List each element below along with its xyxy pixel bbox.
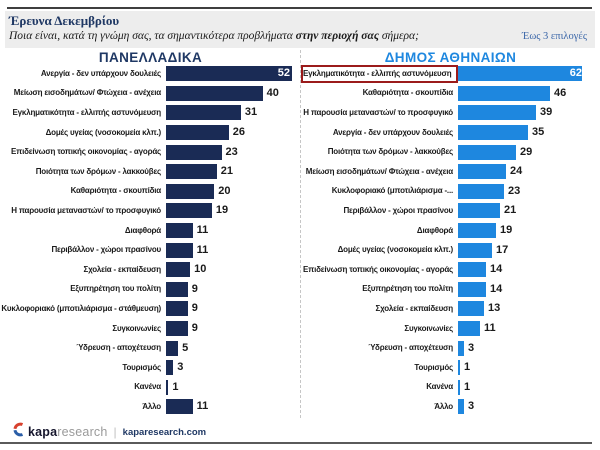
bar-track	[166, 125, 294, 140]
chart-row	[0, 221, 301, 241]
bar-track	[166, 380, 294, 395]
category-label: Ύδρευση - αποχέτευση	[368, 343, 453, 353]
category-label: Μείωση εισοδημάτων/ Φτώχεια - ανέχεια	[13, 88, 161, 98]
chart-row	[301, 103, 600, 123]
bar	[166, 360, 173, 375]
bar-track	[458, 184, 586, 199]
category-label: Μείωση εισοδημάτων/ Φτώχεια - ανέχεια	[305, 166, 453, 176]
chart-row	[301, 64, 600, 84]
category-label: Η παρουσία μεταναστών/ το προσφυγικό	[303, 107, 453, 117]
category-label: Ποιότητα των δρόμων - λακκούβες	[35, 166, 161, 176]
value-label: 9	[191, 282, 198, 295]
chart-row	[0, 397, 301, 417]
bar	[458, 145, 516, 160]
value-label: 14	[490, 282, 503, 295]
bar-track	[166, 360, 294, 375]
category-label: Εγκληματικότητα - ελλιπής αστυνόμευση	[12, 107, 161, 117]
value-label: 29	[520, 145, 533, 158]
value-label: 13	[488, 302, 501, 315]
footer-brand	[13, 423, 206, 441]
choices-note: Έως 3 επιλογές	[522, 31, 587, 42]
value-label: 1	[172, 380, 179, 393]
value-label: 11	[196, 400, 209, 413]
category-label: Ύδρευση - αποχέτευση	[76, 343, 161, 353]
chart-row	[301, 280, 600, 300]
bar	[166, 380, 168, 395]
category-label: Κανένα	[134, 382, 161, 392]
value-label: 26	[232, 126, 246, 139]
bar	[166, 321, 188, 336]
category-label: Τουρισμός	[122, 362, 161, 372]
bar-track	[166, 164, 294, 179]
bar-track	[458, 86, 586, 101]
category-label: Καθαριότητα - σκουπίδια	[70, 186, 161, 196]
category-label: Σχολεία - εκπαίδευση	[83, 264, 161, 274]
value-label: 39	[540, 106, 553, 119]
chart-row	[301, 358, 600, 378]
category-label: Συγκοινωνίες	[112, 323, 161, 333]
bar	[166, 125, 229, 140]
bar	[458, 243, 492, 258]
bar	[166, 203, 212, 218]
value-label: 46	[554, 86, 567, 99]
bar-track	[458, 125, 586, 140]
bar	[166, 399, 193, 414]
value-label: 52	[277, 67, 290, 80]
category-label: Ποιότητα των δρόμων - λακκούβες	[327, 147, 453, 157]
bar-track	[458, 399, 586, 414]
bar-track	[166, 184, 294, 199]
brand-separator: |	[113, 425, 117, 439]
value-label: 19	[215, 204, 229, 217]
category-label: Δομές υγείας (νοσοκομεία κλπ.)	[337, 245, 453, 255]
bar-track	[458, 164, 586, 179]
value-label: 17	[496, 243, 509, 256]
chart-row	[0, 162, 301, 182]
chart-row	[0, 338, 301, 358]
bottom-divider-line	[0, 442, 592, 444]
chart-row	[301, 201, 600, 221]
chart-row	[0, 299, 301, 319]
bar	[458, 66, 582, 81]
bar	[166, 184, 214, 199]
value-label: 20	[218, 184, 231, 197]
value-label: 11	[196, 243, 209, 256]
value-label: 3	[468, 341, 475, 354]
bar	[166, 86, 263, 101]
bar-track	[458, 223, 586, 238]
chart-row	[301, 299, 600, 319]
bar	[166, 223, 193, 238]
bar	[458, 203, 500, 218]
category-label: Περιβάλλον - χώροι πρασίνου	[343, 205, 453, 215]
category-label: Άλλο	[142, 401, 161, 411]
category-label: Δομές υγείας (νοσοκομεία κλπ.)	[45, 127, 161, 137]
category-label: Ανεργία - δεν υπάρχουν δουλειές	[40, 68, 161, 78]
bar	[166, 262, 190, 277]
chart-row	[0, 142, 301, 162]
chart-row	[0, 358, 301, 378]
bar	[166, 145, 222, 160]
category-label: Άλλο	[434, 401, 453, 411]
bar	[166, 301, 188, 316]
chart-row	[301, 182, 600, 202]
panhellenic-bar-chart	[0, 64, 301, 417]
brand-name-light: research	[57, 425, 108, 439]
value-label: 23	[225, 145, 238, 158]
bar-track	[166, 145, 294, 160]
bar-track	[458, 380, 586, 395]
category-label: Σχολεία - εκπαίδευση	[375, 303, 453, 313]
bar	[458, 125, 528, 140]
chart-row	[0, 103, 301, 123]
charts-area	[0, 64, 600, 417]
category-label-highlighted: Εγκληματικότητα - ελλιπής αστυνόμευση	[301, 65, 458, 83]
value-label: 35	[532, 126, 545, 139]
bar	[458, 105, 536, 120]
bar-track	[166, 243, 294, 258]
chart-row	[301, 319, 600, 339]
bar-track	[166, 321, 294, 336]
category-label: Κανένα	[426, 382, 453, 392]
category-label: Επιδείνωση τοπικής οικονομίας - αγοράς	[303, 264, 453, 274]
right-chart-title: ΔΗΜΟΣ ΑΘΗΝΑΙΩΝ	[384, 50, 517, 65]
survey-question	[9, 29, 419, 44]
chart-row	[301, 221, 600, 241]
bar-track	[166, 105, 294, 120]
category-label: Περιβάλλον - χώροι πρασίνου	[51, 245, 161, 255]
category-label: Εξυπηρέτηση του πολίτη	[362, 284, 453, 294]
chart-row	[301, 123, 600, 143]
chart-row	[301, 142, 600, 162]
category-label: Εξυπηρέτηση του πολίτη	[70, 284, 161, 294]
bar	[458, 282, 486, 297]
category-label: Διαφθορά	[124, 225, 161, 235]
chart-row	[0, 182, 301, 202]
bar-track	[458, 66, 586, 81]
bar-track	[166, 203, 294, 218]
chart-row	[0, 64, 301, 84]
bar-track	[458, 243, 586, 258]
value-label: 21	[220, 165, 233, 178]
bar	[166, 164, 217, 179]
bar-track	[458, 321, 586, 336]
category-label: Ανεργία - δεν υπάρχουν δουλειές	[332, 127, 453, 137]
chart-row	[0, 280, 301, 300]
bar	[458, 360, 460, 375]
category-label: Τουρισμός	[414, 362, 453, 372]
question-bold: στην περιοχή σας	[295, 30, 379, 42]
bar	[166, 66, 292, 81]
chart-row	[0, 319, 301, 339]
value-label: 21	[504, 204, 517, 217]
chart-row	[0, 240, 301, 260]
athens-bar-chart	[301, 64, 600, 417]
category-label: Καθαριότητα - σκουπίδια	[362, 88, 453, 98]
bar	[458, 184, 504, 199]
bar	[166, 341, 178, 356]
bar	[458, 341, 464, 356]
bar	[458, 164, 506, 179]
category-label: Κυκλοφοριακό (μποτιλιάρισμα -...	[331, 186, 453, 196]
category-label: Επιδείνωση τοπικής οικονομίας - αγοράς	[11, 147, 161, 157]
page-title: Έρευνα Δεκεμβρίου	[9, 13, 120, 28]
chart-row	[0, 123, 301, 143]
value-label: 19	[500, 224, 513, 237]
value-label: 9	[191, 302, 198, 315]
bar	[166, 243, 193, 258]
chart-row	[301, 338, 600, 358]
value-label: 24	[510, 165, 523, 178]
value-label: 1	[464, 380, 471, 393]
bar	[458, 321, 480, 336]
bar-track	[166, 301, 294, 316]
chart-row	[301, 378, 600, 398]
chart-row	[301, 260, 600, 280]
bar-track	[166, 66, 294, 81]
value-label: 5	[182, 341, 189, 354]
bar-track	[166, 223, 294, 238]
value-label: 23	[508, 184, 521, 197]
left-chart-title: ΠΑΝΕΛΛΑΔΙΚΑ	[98, 50, 203, 65]
chart-row	[301, 84, 600, 104]
bar-track	[458, 360, 586, 375]
bar-track	[458, 203, 586, 218]
bar-track	[166, 262, 294, 277]
title-band	[5, 11, 595, 48]
brand-website: kaparesearch.com	[122, 426, 207, 438]
category-label: Η παρουσία μεταναστών/ το προσφυγικό	[11, 205, 161, 215]
bar-track	[458, 105, 586, 120]
value-label: 11	[484, 322, 496, 335]
value-label: 14	[490, 263, 503, 276]
bar	[458, 301, 484, 316]
bar-track	[166, 282, 294, 297]
bar	[458, 262, 486, 277]
kapa-research-logo-icon	[13, 422, 24, 442]
bar-track	[166, 341, 294, 356]
chart-row	[0, 84, 301, 104]
value-label: 10	[194, 263, 207, 276]
brand-name-bold: kapa	[28, 425, 58, 439]
survey-question-row	[9, 29, 587, 44]
chart-row	[301, 240, 600, 260]
bar-track	[458, 282, 586, 297]
bar	[458, 380, 460, 395]
value-label: 3	[468, 400, 475, 413]
category-label: Κυκλοφοριακό (μποτιλιάρισμα - στάθμευση)	[1, 303, 161, 313]
value-label: 1	[464, 361, 471, 374]
value-label: 11	[196, 224, 209, 237]
value-label: 31	[244, 106, 258, 119]
question-post: σήμερα;	[378, 30, 419, 42]
bar	[458, 399, 464, 414]
bar-track	[458, 262, 586, 277]
bar	[166, 282, 188, 297]
value-label: 9	[191, 322, 198, 335]
bar-track	[458, 301, 586, 316]
value-label: 3	[177, 361, 184, 374]
bar-track	[458, 145, 586, 160]
chart-row	[301, 397, 600, 417]
bar	[166, 105, 241, 120]
bar	[458, 223, 496, 238]
question-pre: Ποια είναι, κατά τη γνώμη σας, τα σημαντικότερα προβλήματα	[9, 30, 296, 42]
bar-track	[166, 399, 294, 414]
chart-row	[301, 162, 600, 182]
chart-row	[0, 260, 301, 280]
bar-track	[458, 341, 586, 356]
value-label: 62	[569, 67, 582, 80]
value-label: 40	[266, 86, 279, 99]
category-label: Συγκοινωνίες	[404, 323, 453, 333]
category-label: Διαφθορά	[416, 225, 453, 235]
chart-row	[0, 378, 301, 398]
bar	[458, 86, 550, 101]
bar-track	[166, 86, 294, 101]
chart-row	[0, 201, 301, 221]
top-divider-line	[7, 7, 592, 9]
